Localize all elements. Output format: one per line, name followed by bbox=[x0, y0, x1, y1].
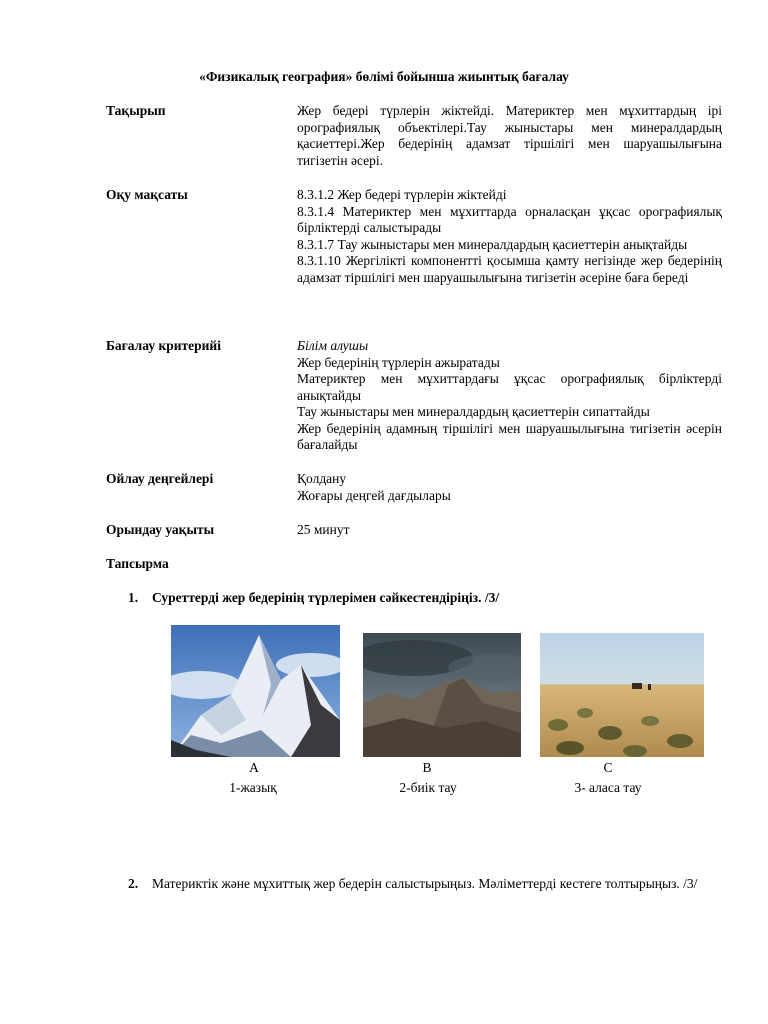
picture-b-low-mountains bbox=[363, 633, 521, 757]
task-text: Материктік және мұхиттық жер бедерін салыстырыңыз. Мәліметтерді кестеге толтырыңыз. /3/ bbox=[152, 876, 698, 891]
row-value bbox=[297, 471, 722, 504]
row-value bbox=[297, 522, 722, 539]
row-line: Жер бедерінің түрлерін ажыратады bbox=[297, 354, 500, 370]
row-line: 8.3.1.2 Жер бедері түрлерін жіктейді bbox=[297, 187, 507, 202]
option-high-mountain: 2-биік тау bbox=[399, 780, 457, 795]
row-label: Бағалау критерийі bbox=[106, 338, 221, 353]
option-low-mountain: 3- аласа тау bbox=[574, 780, 642, 795]
row-line: Жер бедері түрлерін жіктейді. Материктер мен мұхиттардың ірі орографиялық объектілері.Тау жыныстары мен минералдардың қасиеттері.Жер бедерінің адамзат тіршілігі мен шаруашылығына тигізетін әсері. bbox=[297, 103, 722, 168]
row-line: Жер бедерінің адамның тіршілігі мен шаруашылығына тигізетін әсерін бағалайды bbox=[297, 420, 722, 452]
row-value bbox=[297, 187, 722, 286]
task-text: Суреттерді жер бедерінің түрлерімен сәйкестендіріңіз. /3/ bbox=[152, 590, 500, 605]
row-line: Материктер мен мұхиттардағы ұқсас орографиялық бірліктерді анықтайды bbox=[297, 371, 722, 403]
task-number: 2. bbox=[128, 876, 139, 891]
row-line: Жоғары деңгей дағдылары bbox=[297, 487, 451, 503]
row-label: Орындау уақыты bbox=[106, 522, 215, 537]
row-value bbox=[297, 103, 722, 169]
row-line: 8.3.1.10 Жергілікті компонентті қосымша қамту негізінде жер бедерінің адамзат тіршілігі мен шаруашылығына тигізетін әсеріне баға береді bbox=[297, 253, 722, 285]
picture-c-plain bbox=[540, 633, 704, 757]
row-line: Тау жыныстары мен минералдардың қасиеттерін сипаттайды bbox=[297, 404, 650, 419]
document-title: «Физикалық география» бөлімі бойынша жиынтық бағалау bbox=[199, 69, 569, 84]
task-1 bbox=[128, 590, 499, 607]
row-label: Оқу мақсаты bbox=[106, 187, 188, 202]
row-line: Қолдану bbox=[297, 471, 347, 486]
row-label: Тақырып bbox=[106, 103, 166, 118]
task-heading: Тапсырма bbox=[106, 556, 169, 571]
picture-letter-a: A bbox=[249, 760, 259, 775]
picture-letter-b: B bbox=[422, 760, 432, 775]
row-value bbox=[297, 338, 722, 454]
row-intro: Білім алушы bbox=[297, 338, 369, 353]
row-label: Ойлау деңгейлері bbox=[106, 471, 214, 486]
task-number: 1. bbox=[128, 590, 139, 605]
picture-a-high-mountains bbox=[171, 625, 340, 757]
row-line: 8.3.1.4 Материктер мен мұхиттарда орналасқан ұқсас орографиялық бірліктерді салыстырады bbox=[297, 203, 722, 235]
task-2 bbox=[128, 876, 722, 893]
option-plain: 1-жазық bbox=[229, 780, 277, 795]
row-line: 25 минут bbox=[297, 522, 350, 537]
row-line: 8.3.1.7 Тау жыныстары мен минералдардың қасиеттерін анықтайды bbox=[297, 236, 688, 252]
picture-letter-c: C bbox=[603, 760, 613, 775]
